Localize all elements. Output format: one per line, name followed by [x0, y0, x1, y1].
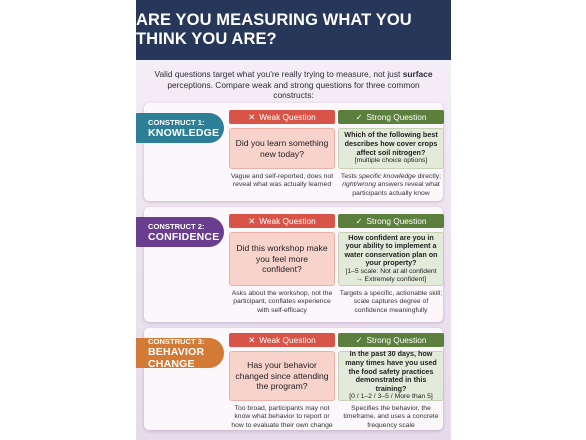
infographic-page	[136, 0, 451, 440]
weak-question-note: Too broad, participants may not know what behavior to report or how to evaluate their own change	[231, 405, 333, 429]
note-emphasis: right/wrong	[342, 181, 376, 189]
strong-question-note	[338, 173, 444, 198]
construct-name: CONFIDENCE	[148, 230, 220, 243]
strong-question-note: Targets a specific, actionable skill; scale captures degree of confidence meaningfully	[339, 290, 443, 314]
weak-question-box	[229, 232, 335, 286]
weak-column	[229, 214, 335, 315]
weak-label-text: Weak Question	[259, 216, 316, 226]
strong-question-text: How confident are you in your ability to implement a water conservation plan on your property?	[344, 232, 438, 268]
strong-label-text: Strong Question	[366, 112, 427, 122]
intro-text-before: Valid questions target what you're really trying to measure, not just	[154, 69, 403, 79]
check-icon: ✓	[355, 112, 363, 122]
header-banner	[136, 0, 451, 60]
weak-question-label	[229, 333, 335, 347]
strong-question-box	[338, 351, 444, 401]
strong-label-text: Strong Question	[366, 216, 427, 226]
weak-question-text: Has your behavior changed since attending the program?	[235, 360, 329, 392]
construct-name: KNOWLEDGE	[148, 126, 220, 139]
strong-question-text: Which of the following best describes how cover crops affect soil nitrogen?	[344, 130, 438, 157]
construct-number: CONSTRUCT 1:	[148, 117, 205, 127]
construct-card-confidence	[144, 207, 443, 322]
note-part: directly;	[415, 173, 442, 180]
weak-question-box	[229, 128, 335, 169]
intro-emphasis: surface	[402, 69, 433, 79]
construct-tag-confidence	[136, 217, 224, 247]
strong-question-text: In the past 30 days, how many times have you used the food safety practices demonstrated in this training?	[345, 349, 437, 393]
weak-question-box	[229, 351, 335, 401]
construct-tag-knowledge	[136, 113, 224, 143]
strong-question-label	[338, 214, 444, 228]
check-icon: ✓	[355, 216, 363, 226]
page-title: ARE YOU MEASURING WHAT YOU THINK YOU ARE?	[136, 11, 412, 48]
weak-column	[229, 333, 335, 430]
construct-number: CONSTRUCT 2:	[148, 221, 205, 231]
strong-question-box	[338, 128, 444, 169]
note-part: answers reveal what participants actually know	[352, 181, 440, 197]
weak-column	[229, 110, 335, 190]
construct-card-behavior-change	[144, 328, 443, 430]
weak-question-note: Vague and self-reported, does not reveal what was actually learned	[230, 173, 334, 189]
weak-question-note: Asks about the workshop, not the participant, conflates experience with self-efficacy	[231, 290, 333, 314]
check-icon: ✓	[355, 335, 363, 345]
strong-question-detail: [0 / 1–2 / 3–5 / More than 5]	[349, 393, 433, 401]
strong-label-text: Strong Question	[366, 335, 427, 345]
strong-question-label	[338, 110, 444, 124]
strong-question-detail: [1–5 scale: Not at all confident → Extremely confident]	[345, 267, 437, 284]
x-icon: ✕	[248, 112, 256, 122]
strong-column	[338, 110, 444, 198]
weak-question-text: Did this workshop make you feel more confident?	[236, 243, 328, 275]
strong-question-note: Specifies the behavior, the timeframe, and uses a concrete frequency scale	[343, 405, 439, 429]
strong-column	[338, 214, 444, 315]
construct-tag-behavior-change	[136, 338, 224, 368]
strong-question-detail: [multiple choice options]	[354, 157, 428, 165]
weak-question-label	[229, 214, 335, 228]
weak-label-text: Weak Question	[259, 335, 316, 345]
weak-question-text: Did you learn something new today?	[235, 138, 329, 159]
construct-card-knowledge	[144, 103, 443, 201]
strong-column	[338, 333, 444, 430]
construct-number: CONSTRUCT 3:	[148, 336, 205, 346]
strong-question-label	[338, 333, 444, 347]
note-emphasis: specific knowledge	[358, 173, 416, 180]
construct-name: BEHAVIOR CHANGE	[148, 345, 205, 370]
weak-question-label	[229, 110, 335, 124]
weak-label-text: Weak Question	[259, 112, 316, 122]
intro-text	[150, 69, 437, 101]
note-part: Tests	[340, 173, 359, 180]
x-icon: ✕	[248, 216, 256, 226]
x-icon: ✕	[248, 335, 256, 345]
strong-question-box	[338, 232, 444, 286]
intro-text-after: perceptions. Compare weak and strong questions for three common constructs:	[167, 79, 420, 100]
